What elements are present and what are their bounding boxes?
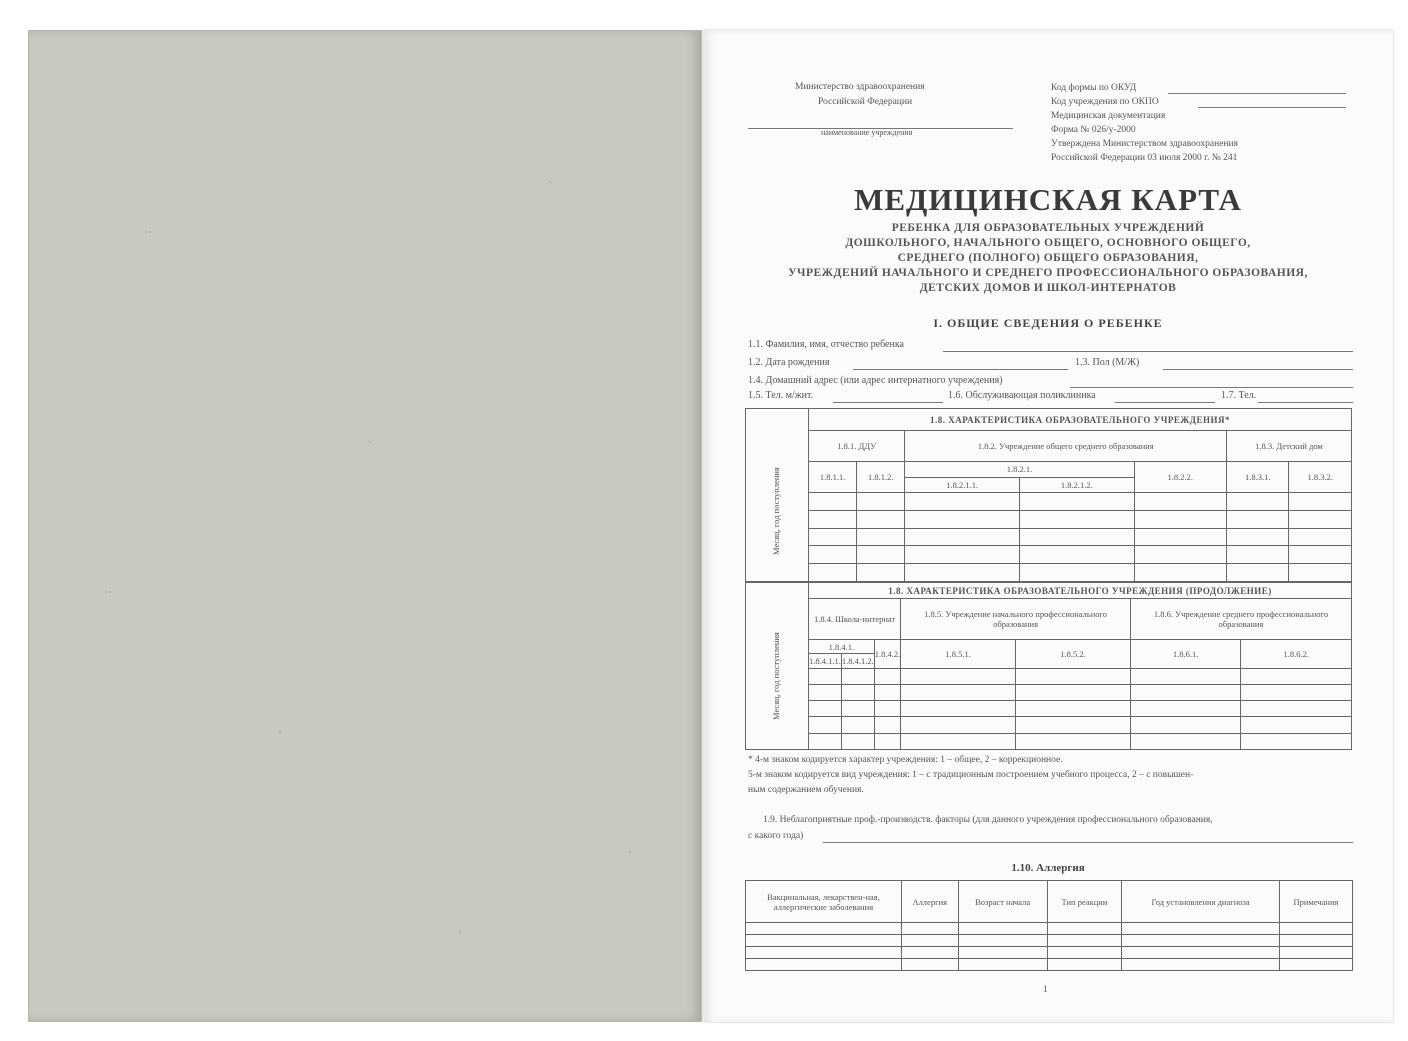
- subtitle-line1: РЕБЕНКА ДЛЯ ОБРАЗОВАТЕЛЬНЫХ УЧРЕЖДЕНИЙ: [891, 222, 1205, 234]
- group-primary-prof: 1.8.5. Учреждение начального профессионального образования: [901, 599, 1131, 640]
- group-boarding-school: 1.8.4. Школа-интернат: [809, 599, 901, 640]
- allergy-col-1: Вакцинальная, лекарствен-ная, аллергические заболевания: [746, 881, 902, 923]
- allergy-table: [745, 880, 1353, 971]
- allergy-col-4: Тип реакции: [1047, 881, 1122, 923]
- group-school: 1.8.2. Учреждение общего среднего образования: [905, 431, 1227, 462]
- cover-page: [28, 30, 702, 1022]
- allergy-title: 1.10. Аллергия: [1011, 862, 1085, 874]
- approved-line2: Российской Федерации 03 июля 2000 г. № 241: [1051, 153, 1238, 163]
- group-ddu: 1.8.1. ДДУ: [809, 431, 905, 462]
- field-full-name: 1.1. Фамилия, имя, отчество ребенка: [748, 339, 904, 350]
- okud-label: Код формы по ОКУД: [1051, 83, 1137, 93]
- ministry-line2: Российской Федерации: [818, 97, 913, 107]
- field-prof-factors: 1.9. Неблагоприятные проф.-производств. факторы (для данного учреждения профессионального образования,: [763, 815, 1213, 825]
- table1-header: 1.8. ХАРАКТЕРИСТИКА ОБРАЗОВАТЕЛЬНОГО УЧРЕЖДЕНИЯ*: [809, 409, 1352, 431]
- subtitle-line3: СРЕДНЕГО (ПОЛНОГО) ОБЩЕГО ОБРАЗОВАНИЯ,: [897, 252, 1199, 264]
- approved-line1: Утверждена Министерством здравоохранения: [1051, 139, 1238, 149]
- allergy-col-2: Аллергия: [902, 881, 959, 923]
- table2-header: 1.8. ХАРАКТЕРИСТИКА ОБРАЗОВАТЕЛЬНОГО УЧРЕЖДЕНИЯ (ПРОДОЛЖЕНИЕ): [809, 583, 1352, 599]
- subtitle-line2: ДОШКОЛЬНОГО, НАЧАЛЬНОГО ОБЩЕГО, ОСНОВНОГО ОБЩЕГО,: [845, 237, 1251, 249]
- education-table-2: 1.8. ХАРАКТЕРИСТИКА ОБРАЗОВАТЕЛЬНОГО УЧРЕЖДЕНИЯ (ПРОДОЛЖЕНИЕ) 1.8.4. Школа-интернат 1.8.5. Учреждение начального профессионального образования 1.8.6. Учреждение среднего профессионального образования 1.8.4.1. 1.8.4.2. 1.8.5.1. 1.8.5.2. 1.8.6.1. 1.8.6.2. 1.8.4.1.1. 1.8.4.1.2.: [745, 582, 1352, 750]
- field-sex: 1.3. Пол (М/Ж): [1075, 357, 1140, 368]
- document-title: МЕДИЦИНСКАЯ КАРТА: [854, 182, 1242, 217]
- field-prof-factors-2: с какого года): [748, 831, 804, 841]
- okpo-label: Код учреждения по ОКПО: [1051, 97, 1159, 107]
- ministry-line1: Министерство здравоохранения: [795, 82, 925, 92]
- group-orphanage: 1.8.3. Детский дом: [1226, 431, 1351, 462]
- med-doc-label: Медицинская документация: [1051, 111, 1166, 121]
- note-line3: ным содержанием обучения.: [748, 785, 864, 795]
- note-line1: * 4-м знаком кодируется характер учреждения: 1 – общее, 2 – коррекционное.: [748, 755, 1063, 765]
- education-table-1: 1.8. ХАРАКТЕРИСТИКА ОБРАЗОВАТЕЛЬНОГО УЧРЕЖДЕНИЯ* 1.8.1. ДДУ 1.8.2. Учреждение общего среднего образования 1.8.3. Детский дом 1.8.1.1. 1.8.1.2. 1.8.2.1. 1.8.2.2. 1.8.3.1. 1.8.3.2. 1.8.2.1.1. 1.8.2.1.2.: [745, 408, 1352, 582]
- institution-caption: наименование учреждения: [821, 128, 913, 137]
- subtitle-line4: УЧРЕЖДЕНИЙ НАЧАЛЬНОГО И СРЕДНЕГО ПРОФЕССИОНАЛЬНОГО ОБРАЗОВАНИЯ,: [788, 267, 1308, 279]
- field-phone2: 1.7. Тел.: [1221, 390, 1257, 401]
- field-address: 1.4. Домашний адрес (или адрес интернатного учреждения): [748, 375, 1003, 386]
- section-title: I. ОБЩИЕ СВЕДЕНИЯ О РЕБЕНКЕ: [933, 316, 1163, 330]
- note-line2: 5-м знаком кодируется вид учреждения: 1 – с традиционным построением учебного процесса, 2 – с повышен-: [748, 770, 1194, 780]
- field-clinic: 1.6. Обслуживающая поликлиника: [948, 390, 1096, 401]
- field-phone: 1.5. Тел. м/жит.: [748, 390, 814, 401]
- table1-side-label: Месяц, год поступления: [771, 467, 781, 555]
- field-birth-date: 1.2. Дата рождения: [748, 357, 830, 368]
- allergy-col-6: Примечания: [1279, 881, 1352, 923]
- table2-side-label: Месяц, год поступления: [771, 632, 781, 720]
- group-secondary-prof: 1.8.6. Учреждение среднего профессионального образования: [1130, 599, 1351, 640]
- form-number: Форма № 026/у-2000: [1051, 125, 1136, 135]
- page-number: 1: [1043, 985, 1048, 995]
- form-page: [703, 30, 1393, 1022]
- allergy-col-5: Год установления диагноза: [1122, 881, 1280, 923]
- allergy-col-3: Возраст начала: [958, 881, 1047, 923]
- subtitle-line5: ДЕТСКИХ ДОМОВ И ШКОЛ-ИНТЕРНАТОВ: [919, 282, 1177, 294]
